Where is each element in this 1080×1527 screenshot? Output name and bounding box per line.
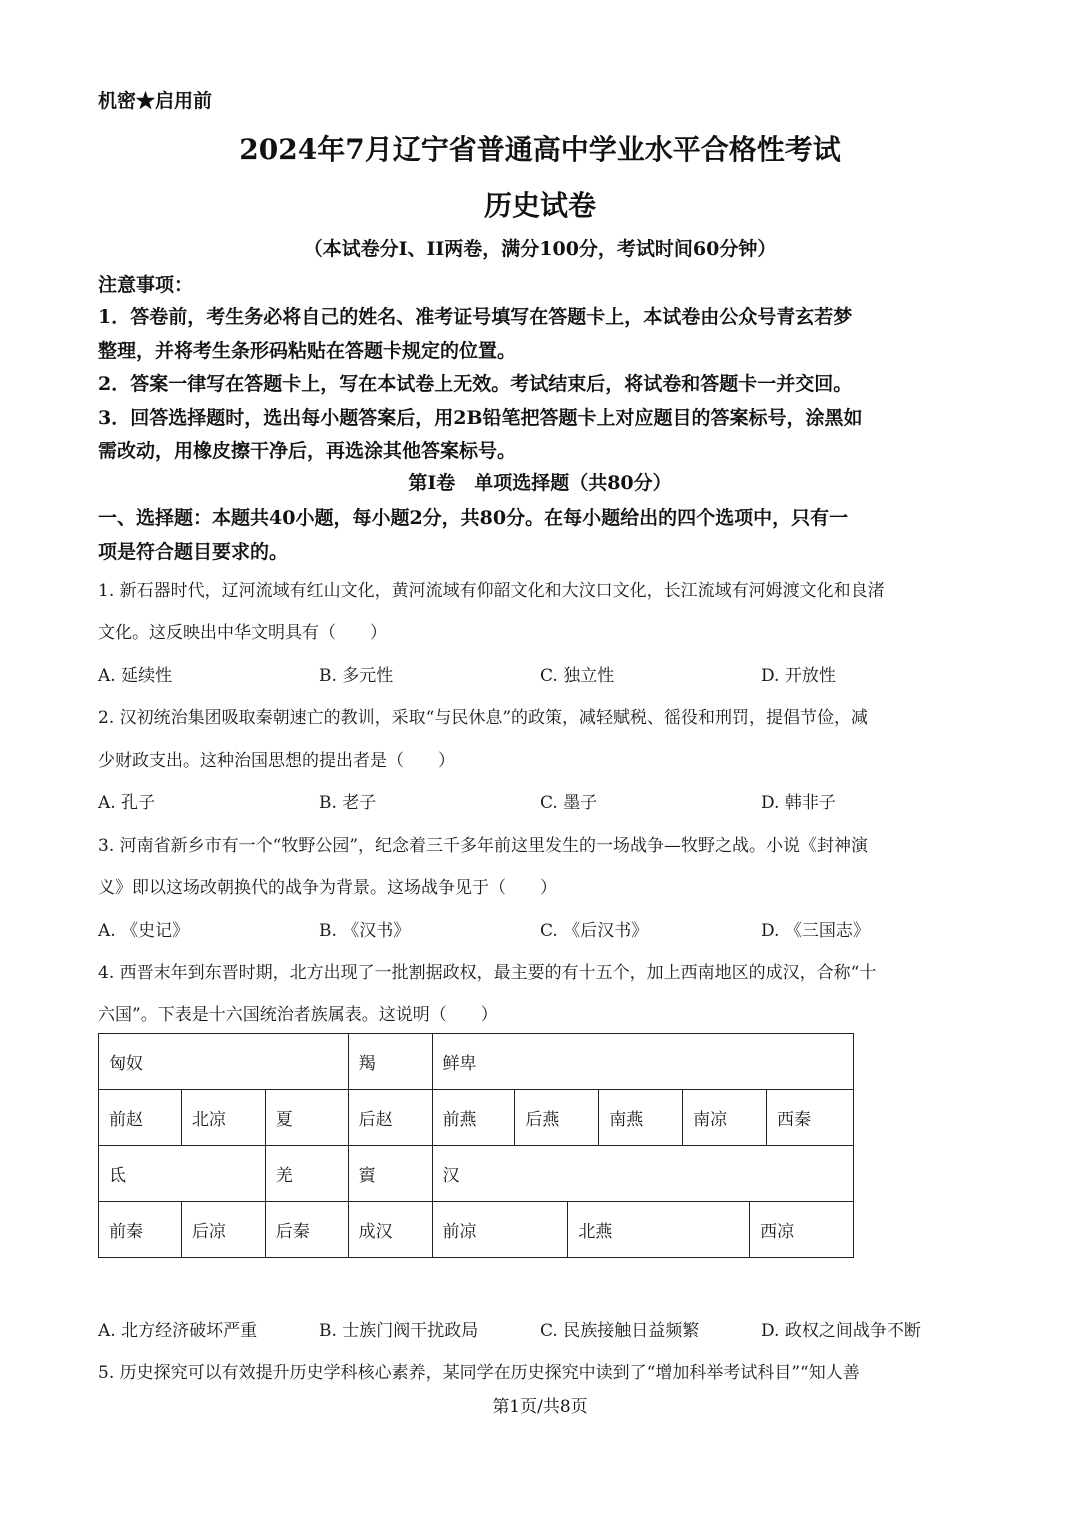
confidential-label: 机密★启用前 [98, 90, 213, 112]
table-cell: 南凉 [683, 1090, 767, 1146]
exam-subject: 历史试卷 [483, 189, 596, 222]
question-5-line: 5. 历史探究可以有效提升历史学科核心素养，某同学在历史探究中读到了“增加科举考试科目”“知人善 [98, 1363, 860, 1383]
question-2-line: 少财政支出。这种治国思想的提出者是（ ） [98, 751, 455, 771]
question-2-option-b: B. 老子 [319, 793, 377, 813]
question-1-option-c: C. 独立性 [540, 666, 615, 686]
question-4-option-c: C. 民族接触日益频繁 [540, 1321, 700, 1341]
table-cell: 氐 [99, 1146, 266, 1202]
notice-line: 2．答案一律写在答题卡上，写在本试卷上无效。考试结束后，将试卷和答题卡一并交回。 [98, 373, 853, 395]
question-4-option-b: B. 士族门阀干扰政局 [319, 1321, 479, 1341]
table-cell: 前秦 [99, 1202, 182, 1258]
table-cell: 北凉 [181, 1090, 265, 1146]
page-footer: 第1页/共8页 [492, 1397, 588, 1417]
notice-heading: 注意事项： [98, 274, 194, 296]
table-cell: 汉 [432, 1146, 853, 1202]
tribe-table [98, 1033, 854, 1258]
table-cell: 后秦 [265, 1202, 348, 1258]
question-4-option-a: A. 北方经济破坏严重 [98, 1321, 258, 1341]
question-3-line: 义》即以这场改朝换代的战争为背景。这场战争见于（ ） [98, 878, 557, 898]
notice-line: 1．答卷前，考生务必将自己的姓名、准考证号填写在答题卡上，本试卷由公众号青玄若梦 [98, 306, 853, 328]
question-4-line: 4. 西晋末年到东晋时期，北方出现了一批割据政权，最主要的有十五个，加上西南地区的成汉，合称“十 [98, 963, 877, 983]
notice-line: 3．回答选择题时，选出每小题答案后，用2B铅笔把答题卡上对应题目的答案标号，涂黑如 [98, 407, 863, 429]
table-cell: 南燕 [599, 1090, 683, 1146]
table-cell: 夏 [265, 1090, 348, 1146]
table-cell: 前赵 [99, 1090, 182, 1146]
question-2-line: 2. 汉初统治集团吸取秦朝速亡的教训，采取“与民休息”的政策，减轻赋税、徭役和刑罚，提倡节俭，减 [98, 708, 869, 728]
question-2-option-c: C. 墨子 [540, 793, 598, 813]
table-cell: 北燕 [568, 1202, 750, 1258]
question-1-option-b: B. 多元性 [319, 666, 394, 686]
question-1-line: 文化。这反映出中华文明具有（ ） [98, 623, 387, 643]
section-title: 第I卷 单项选择题（共80分） [408, 472, 672, 494]
notice-line: 需改动，用橡皮擦干净后，再选涂其他答案标号。 [98, 440, 517, 462]
table-cell: 鲜卑 [432, 1034, 853, 1090]
table-cell: 后赵 [348, 1090, 432, 1146]
question-3-option-d: D. 《三国志》 [761, 921, 870, 941]
question-2-option-a: A. 孔子 [98, 793, 156, 813]
table-cell: 前凉 [432, 1202, 568, 1258]
question-3-line: 3. 河南省新乡市有一个“牧野公园”，纪念着三千多年前这里发生的一场战争—牧野之战。小说《封神演 [98, 836, 869, 856]
question-1-option-a: A. 延续性 [98, 666, 173, 686]
question-1-option-d: D. 开放性 [761, 666, 836, 686]
question-1-line: 1. 新石器时代，辽河流域有红山文化，黄河流域有仰韶文化和大汶口文化，长江流域有河姆渡文化和良渚 [98, 581, 885, 601]
table-cell: 后燕 [515, 1090, 599, 1146]
table-cell: 羯 [348, 1034, 432, 1090]
table-cell: 前燕 [432, 1090, 515, 1146]
section-instruction: 项是符合题目要求的。 [98, 541, 289, 563]
table-cell: 西秦 [767, 1090, 854, 1146]
table-cell: 后凉 [181, 1202, 265, 1258]
section-instruction: 一、选择题：本题共40小题，每小题2分，共80分。在每小题给出的四个选项中，只有一 [98, 507, 849, 529]
exam-note: （本试卷分I、II两卷，满分100分，考试时间60分钟） [303, 238, 777, 260]
question-2-option-d: D. 韩非子 [761, 793, 836, 813]
question-3-option-c: C. 《后汉书》 [540, 921, 649, 941]
question-4-line: 六国”。下表是十六国统治者族属表。这说明（ ） [98, 1005, 498, 1025]
exam-title: 2024年7月辽宁省普通高中学业水平合格性考试 [239, 133, 841, 166]
table-cell: 賨 [348, 1146, 432, 1202]
question-3-option-a: A. 《史记》 [98, 921, 190, 941]
table-cell: 匈奴 [99, 1034, 349, 1090]
question-4-option-d: D. 政权之间战争不断 [761, 1321, 921, 1341]
notice-line: 整理，并将考生条形码粘贴在答题卡规定的位置。 [98, 340, 517, 362]
table-cell: 羌 [265, 1146, 348, 1202]
table-cell: 西凉 [750, 1202, 854, 1258]
table-cell: 成汉 [348, 1202, 432, 1258]
question-3-option-b: B. 《汉书》 [319, 921, 411, 941]
